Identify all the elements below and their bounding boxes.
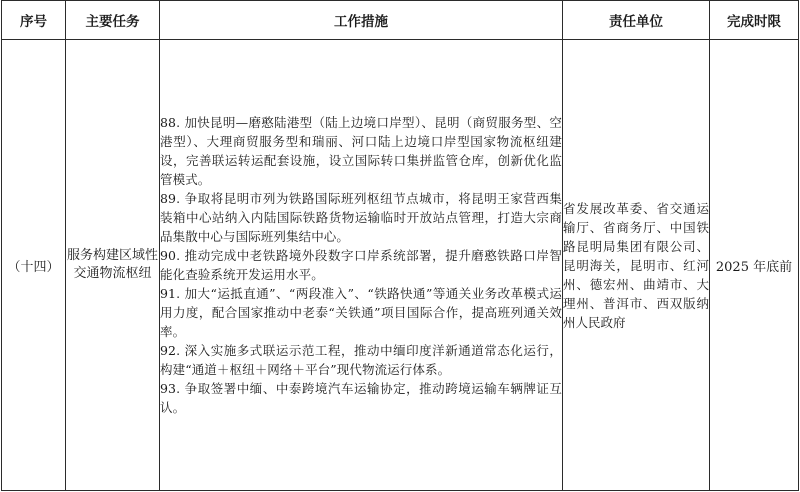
row-seq: （十四）	[2, 40, 66, 491]
header-deadline: 完成时限	[710, 1, 799, 40]
row-responsible-units: 省发展改革委、省交通运输厅、省商务厅、中国铁路昆明局集团有限公司、昆明海关，昆明市、红河州、德宏州、曲靖市、大理州、普洱市、西双版纳州人民政府	[563, 40, 710, 491]
row-task: 服务构建区域性交通物流枢纽	[66, 40, 160, 491]
header-units: 责任单位	[563, 1, 710, 40]
table-header-row	[2, 1, 799, 40]
measure-item: 92. 深入实施多式联运示范工程，推动中缅印度洋新通道常态化运行，构建“通道＋枢纽＋网络＋平台”现代物流运行体系。	[160, 343, 562, 377]
measure-item: 93. 争取签署中缅、中泰跨境汽车运输协定，推动跨境运输车辆牌证互认。	[160, 381, 562, 415]
header-task: 主要任务	[66, 1, 160, 40]
row-measures	[160, 40, 563, 491]
measure-item: 90. 推动完成中老铁路境外段数字口岸系统部署，提升磨憨铁路口岸智能化查验系统开发运用水平。	[160, 248, 562, 282]
header-measures: 工作措施	[160, 1, 563, 40]
measures-table	[1, 0, 799, 491]
measure-item: 88. 加快昆明—磨憨陆港型（陆上边境口岸型）、昆明（商贸服务型、空港型）、大理商贸服务型和瑞丽、河口陆上边境口岸型国家物流枢纽建设，完善联运转运配套设施，设立国际转口集拼监管仓库，创新优化监管模式。	[160, 115, 562, 187]
measure-item: 89. 争取将昆明市列为铁路国际班列枢纽节点城市，将昆明王家营西集装箱中心站纳入内陆国际铁路货物运输临时开放站点管理，打造大宗商品集散中心与国际班列集结中心。	[160, 191, 562, 244]
row-deadline: 2025 年底前	[710, 40, 799, 491]
header-seq: 序号	[2, 1, 66, 40]
measure-item: 91. 加大“运抵直通”、“两段准入”、“铁路快通”等通关业务改革模式运用力度，配合国家推动中老泰“关铁通”项目国际合作，提高班列通关效率。	[160, 286, 562, 339]
table-row	[2, 40, 799, 491]
